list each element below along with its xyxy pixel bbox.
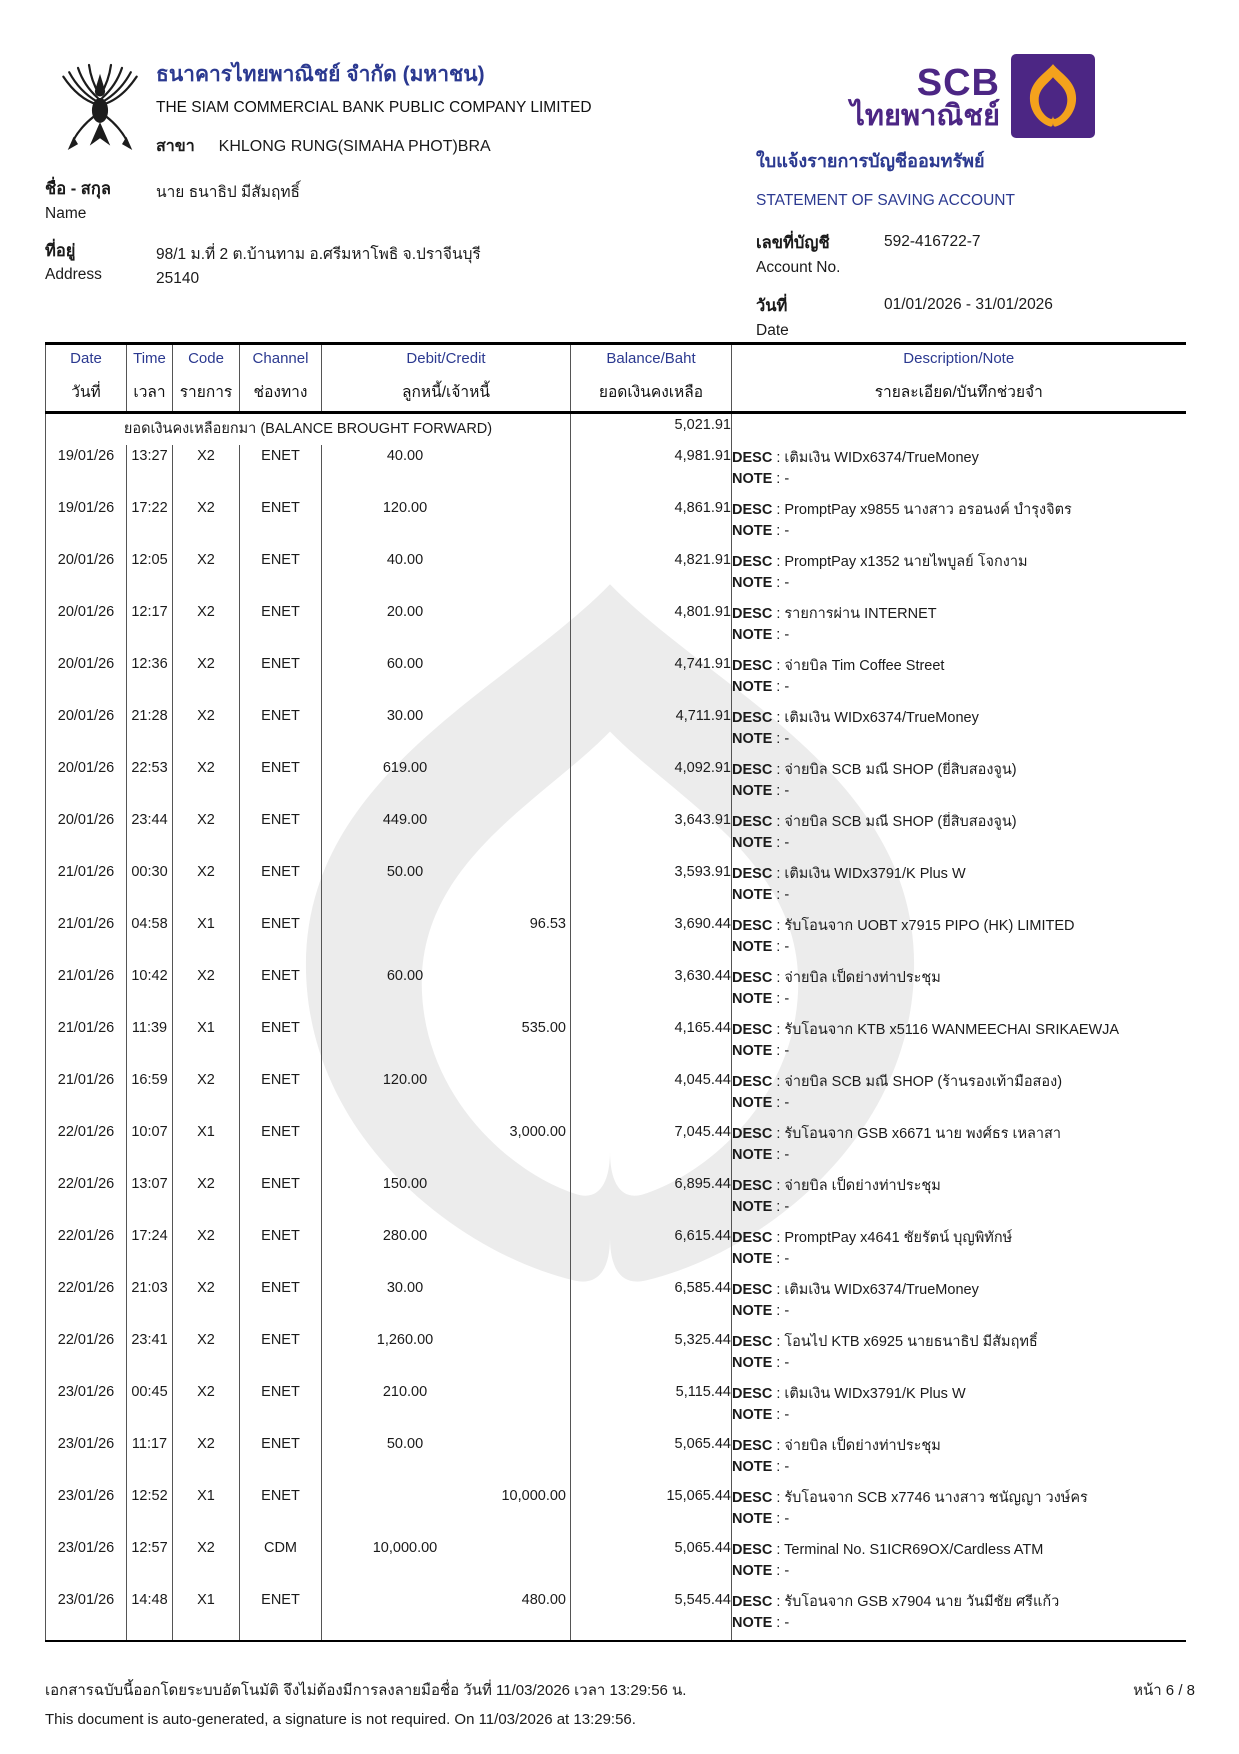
transaction-amount: 280.00 bbox=[322, 1225, 571, 1277]
balance-brought-forward-amount: 5,021.91 bbox=[571, 413, 732, 445]
transaction-row bbox=[46, 965, 1186, 1017]
transaction-date: 20/01/26 bbox=[46, 705, 127, 757]
transaction-channel: CDM bbox=[240, 1537, 322, 1589]
transaction-balance: 5,065.44 bbox=[571, 1433, 732, 1485]
transaction-amount: 449.00 bbox=[322, 809, 571, 861]
transaction-description: DESC : เติมเงิน WIDx6374/TrueMoney NOTE : - bbox=[732, 449, 979, 487]
transaction-time: 12:52 bbox=[127, 1485, 173, 1537]
transaction-time: 12:17 bbox=[127, 601, 173, 653]
transaction-description: DESC : รับโอนจาก KTB x5116 WANMEECHAI SRIKAEWJA NOTE : - bbox=[732, 1021, 1120, 1059]
transaction-time: 04:58 bbox=[127, 913, 173, 965]
column-header-balance: Balance/Baht ยอดเงินคงเหลือ bbox=[571, 344, 732, 413]
transaction-code: X2 bbox=[173, 757, 240, 809]
transaction-date: 21/01/26 bbox=[46, 861, 127, 913]
transaction-code: X2 bbox=[173, 445, 240, 497]
transaction-amount: 50.00 bbox=[322, 1433, 571, 1485]
transaction-amount: 150.00 bbox=[322, 1173, 571, 1225]
column-header-debit-credit: Debit/Credit ลูกหนี้/เจ้าหนี้ bbox=[322, 344, 571, 413]
transaction-row bbox=[46, 653, 1186, 705]
transaction-channel: ENET bbox=[240, 861, 322, 913]
branch-row bbox=[156, 134, 491, 159]
transaction-description: DESC : โอนไป KTB x6925 นายธนาธิป มีสัมฤทธิ์ NOTE : - bbox=[732, 1333, 1038, 1371]
transaction-balance: 5,325.44 bbox=[571, 1329, 732, 1381]
transaction-amount: 210.00 bbox=[322, 1381, 571, 1433]
transaction-description: DESC : PromptPay x1352 นายไพบูลย์ โจกงาม NOTE : - bbox=[732, 553, 1028, 591]
transaction-channel: ENET bbox=[240, 913, 322, 965]
transaction-date: 22/01/26 bbox=[46, 1225, 127, 1277]
customer-name: นาย ธนาธิป มีสัมฤทธิ์ bbox=[156, 184, 301, 201]
transaction-description: DESC : จ่ายบิล Tim Coffee Street NOTE : - bbox=[732, 657, 945, 695]
transaction-date: 22/01/26 bbox=[46, 1173, 127, 1225]
table-header bbox=[46, 344, 1186, 413]
scb-spade-icon bbox=[1011, 54, 1095, 138]
transaction-description: DESC : PromptPay x4641 ชัยรัตน์ บุญพิทักษ์ NOTE : - bbox=[732, 1229, 1013, 1267]
transaction-code: X1 bbox=[173, 1485, 240, 1537]
transaction-channel: ENET bbox=[240, 1589, 322, 1641]
transaction-balance: 15,065.44 bbox=[571, 1485, 732, 1537]
transaction-code: X1 bbox=[173, 1589, 240, 1641]
branch-value: KHLONG RUNG(SIMAHA PHOT)BRA bbox=[218, 138, 491, 155]
transaction-amount: 3,000.00 bbox=[322, 1121, 571, 1173]
transaction-balance: 4,092.91 bbox=[571, 757, 732, 809]
transaction-amount: 120.00 bbox=[322, 497, 571, 549]
transaction-balance: 4,741.91 bbox=[571, 653, 732, 705]
transaction-code: X2 bbox=[173, 601, 240, 653]
transaction-channel: ENET bbox=[240, 1485, 322, 1537]
transaction-channel: ENET bbox=[240, 1277, 322, 1329]
transaction-description: DESC : จ่ายบิล เป็ดย่างท่าประชุม NOTE : - bbox=[732, 1177, 941, 1215]
period-label-english: Date bbox=[756, 322, 789, 339]
transaction-code: X2 bbox=[173, 497, 240, 549]
transaction-date: 20/01/26 bbox=[46, 549, 127, 601]
transaction-time: 17:22 bbox=[127, 497, 173, 549]
transaction-amount: 20.00 bbox=[322, 601, 571, 653]
transaction-code: X1 bbox=[173, 1017, 240, 1069]
transaction-balance: 4,981.91 bbox=[571, 445, 732, 497]
transaction-row bbox=[46, 861, 1186, 913]
scb-logo bbox=[850, 54, 1095, 138]
transaction-time: 11:39 bbox=[127, 1017, 173, 1069]
balance-brought-forward-label: ยอดเงินคงเหลือยกมา (BALANCE BROUGHT FORWARD) bbox=[46, 413, 571, 445]
column-header-code: Code รายการ bbox=[173, 344, 240, 413]
transaction-amount: 480.00 bbox=[322, 1589, 571, 1641]
account-no-label-thai: เลขที่บัญชี bbox=[756, 234, 830, 252]
transaction-row bbox=[46, 1537, 1186, 1589]
transaction-description: DESC : รับโอนจาก UOBT x7915 PIPO (HK) LIMITED NOTE : - bbox=[732, 917, 1075, 955]
statement-period: 01/01/2026 - 31/01/2026 bbox=[884, 296, 1053, 313]
transaction-row bbox=[46, 705, 1186, 757]
transaction-time: 14:48 bbox=[127, 1589, 173, 1641]
transaction-description: DESC : เติมเงิน WIDx6374/TrueMoney NOTE : - bbox=[732, 709, 979, 747]
transaction-time: 21:28 bbox=[127, 705, 173, 757]
transaction-channel: ENET bbox=[240, 653, 322, 705]
transaction-code: X2 bbox=[173, 1225, 240, 1277]
transaction-amount: 50.00 bbox=[322, 861, 571, 913]
period-label-thai: วันที่ bbox=[756, 297, 788, 315]
transaction-code: X2 bbox=[173, 1433, 240, 1485]
transaction-description: DESC : รายการผ่าน INTERNET NOTE : - bbox=[732, 605, 937, 643]
transaction-balance: 6,615.44 bbox=[571, 1225, 732, 1277]
transaction-time: 13:27 bbox=[127, 445, 173, 497]
transaction-date: 22/01/26 bbox=[46, 1277, 127, 1329]
transaction-time: 00:45 bbox=[127, 1381, 173, 1433]
transactions-body bbox=[46, 413, 1186, 1641]
account-no-label-english: Account No. bbox=[756, 259, 841, 276]
transaction-channel: ENET bbox=[240, 965, 322, 1017]
transaction-balance: 4,821.91 bbox=[571, 549, 732, 601]
column-header-channel: Channel ช่องทาง bbox=[240, 344, 322, 413]
transaction-date: 20/01/26 bbox=[46, 757, 127, 809]
transaction-code: X1 bbox=[173, 913, 240, 965]
transaction-description: DESC : รับโอนจาก GSB x6671 นาย พงศ์ธร เหลาสา NOTE : - bbox=[732, 1125, 1062, 1163]
column-header-date: Date วันที่ bbox=[46, 344, 127, 413]
transaction-balance: 3,643.91 bbox=[571, 809, 732, 861]
transaction-description: DESC : เติมเงิน WIDx3791/K Plus W NOTE : - bbox=[732, 1385, 966, 1423]
statement-title-thai: ใบแจ้งรายการบัญชีออมทรัพย์ bbox=[756, 151, 985, 171]
transactions-table bbox=[45, 342, 1186, 1642]
customer-address-line1: 98/1 ม.ที่ 2 ต.บ้านทาม อ.ศรีมหาโพธิ จ.ปราจีนบุรี bbox=[156, 246, 481, 263]
transaction-time: 21:03 bbox=[127, 1277, 173, 1329]
transaction-description: DESC : จ่ายบิล เป็ดย่างท่าประชุม NOTE : - bbox=[732, 1437, 941, 1475]
transaction-channel: ENET bbox=[240, 1121, 322, 1173]
transaction-amount: 1,260.00 bbox=[322, 1329, 571, 1381]
transaction-amount: 60.00 bbox=[322, 653, 571, 705]
transaction-amount: 96.53 bbox=[322, 913, 571, 965]
transaction-code: X2 bbox=[173, 809, 240, 861]
transaction-row bbox=[46, 1329, 1186, 1381]
transaction-row bbox=[46, 1069, 1186, 1121]
column-header-time: Time เวลา bbox=[127, 344, 173, 413]
transaction-amount: 30.00 bbox=[322, 1277, 571, 1329]
transaction-amount: 60.00 bbox=[322, 965, 571, 1017]
transaction-amount: 30.00 bbox=[322, 705, 571, 757]
transaction-date: 23/01/26 bbox=[46, 1381, 127, 1433]
transaction-time: 16:59 bbox=[127, 1069, 173, 1121]
transaction-code: X2 bbox=[173, 549, 240, 601]
transaction-description: DESC : รับโอนจาก GSB x7904 นาย วันมีชัย ศรีแก้ว NOTE : - bbox=[732, 1593, 1060, 1631]
transaction-channel: ENET bbox=[240, 549, 322, 601]
transaction-row bbox=[46, 913, 1186, 965]
transaction-amount: 535.00 bbox=[322, 1017, 571, 1069]
transaction-balance: 4,861.91 bbox=[571, 497, 732, 549]
transaction-date: 22/01/26 bbox=[46, 1121, 127, 1173]
transaction-row bbox=[46, 1277, 1186, 1329]
transaction-time: 22:53 bbox=[127, 757, 173, 809]
transaction-row bbox=[46, 601, 1186, 653]
transaction-time: 12:36 bbox=[127, 653, 173, 705]
transaction-amount: 120.00 bbox=[322, 1069, 571, 1121]
balance-brought-forward-row bbox=[46, 413, 1186, 445]
customer-address-line2: 25140 bbox=[156, 270, 200, 287]
transaction-description: DESC : จ่ายบิล เป็ดย่างท่าประชุม NOTE : - bbox=[732, 969, 941, 1007]
transaction-amount: 40.00 bbox=[322, 549, 571, 601]
transaction-balance: 3,630.44 bbox=[571, 965, 732, 1017]
transaction-channel: ENET bbox=[240, 1329, 322, 1381]
scb-logo-thai-wordmark: ไทยพาณิชย์ bbox=[850, 100, 1000, 132]
transaction-amount: 619.00 bbox=[322, 757, 571, 809]
branch-label: สาขา bbox=[156, 138, 195, 155]
transaction-balance: 4,801.91 bbox=[571, 601, 732, 653]
address-label-english: Address bbox=[45, 266, 102, 283]
transaction-balance: 4,045.44 bbox=[571, 1069, 732, 1121]
transaction-code: X2 bbox=[173, 1069, 240, 1121]
transaction-time: 10:07 bbox=[127, 1121, 173, 1173]
garuda-emblem-icon bbox=[56, 56, 144, 156]
transaction-channel: ENET bbox=[240, 497, 322, 549]
transaction-row bbox=[46, 1589, 1186, 1641]
transaction-row bbox=[46, 809, 1186, 861]
footer-auto-generated-english: This document is auto-generated, a signature is not required. On 11/03/2026 at 13:29:56. bbox=[45, 1711, 636, 1728]
transaction-balance: 5,545.44 bbox=[571, 1589, 732, 1641]
transaction-channel: ENET bbox=[240, 705, 322, 757]
transaction-date: 20/01/26 bbox=[46, 653, 127, 705]
transaction-channel: ENET bbox=[240, 1225, 322, 1277]
transaction-date: 19/01/26 bbox=[46, 445, 127, 497]
transaction-date: 21/01/26 bbox=[46, 965, 127, 1017]
transaction-amount: 10,000.00 bbox=[322, 1537, 571, 1589]
transaction-code: X2 bbox=[173, 705, 240, 757]
transaction-description: DESC : Terminal No. S1ICR69OX/Cardless ATM NOTE : - bbox=[732, 1541, 1044, 1579]
transaction-date: 22/01/26 bbox=[46, 1329, 127, 1381]
transaction-code: X2 bbox=[173, 1381, 240, 1433]
bank-name-english: THE SIAM COMMERCIAL BANK PUBLIC COMPANY LIMITED bbox=[156, 99, 592, 116]
transaction-time: 12:05 bbox=[127, 549, 173, 601]
transaction-channel: ENET bbox=[240, 809, 322, 861]
transaction-time: 13:07 bbox=[127, 1173, 173, 1225]
transaction-code: X2 bbox=[173, 653, 240, 705]
transaction-description: DESC : รับโอนจาก SCB x7746 นางสาว ชนัญญา วงษ์คร NOTE : - bbox=[732, 1489, 1088, 1527]
transaction-date: 21/01/26 bbox=[46, 1017, 127, 1069]
transaction-row bbox=[46, 497, 1186, 549]
transaction-description: DESC : PromptPay x9855 นางสาว อรอนงค์ บำรุงจิตร NOTE : - bbox=[732, 501, 1072, 539]
transaction-time: 23:41 bbox=[127, 1329, 173, 1381]
transaction-description: DESC : จ่ายบิล SCB มณี SHOP (ร้านรองเท้ามือสอง) NOTE : - bbox=[732, 1073, 1063, 1111]
transaction-description: DESC : เติมเงิน WIDx3791/K Plus W NOTE : - bbox=[732, 865, 966, 903]
transaction-channel: ENET bbox=[240, 1433, 322, 1485]
transaction-code: X2 bbox=[173, 965, 240, 1017]
transaction-balance: 4,711.91 bbox=[571, 705, 732, 757]
transaction-balance: 3,593.91 bbox=[571, 861, 732, 913]
transaction-channel: ENET bbox=[240, 1069, 322, 1121]
transaction-row bbox=[46, 757, 1186, 809]
transaction-channel: ENET bbox=[240, 445, 322, 497]
transaction-channel: ENET bbox=[240, 1381, 322, 1433]
transaction-time: 12:57 bbox=[127, 1537, 173, 1589]
transaction-balance: 6,895.44 bbox=[571, 1173, 732, 1225]
transaction-balance: 6,585.44 bbox=[571, 1277, 732, 1329]
transaction-balance: 7,045.44 bbox=[571, 1121, 732, 1173]
transaction-date: 23/01/26 bbox=[46, 1589, 127, 1641]
transaction-row bbox=[46, 1121, 1186, 1173]
transaction-date: 19/01/26 bbox=[46, 497, 127, 549]
column-header-description: Description/Note รายละเอียด/บันทึกช่วยจำ bbox=[732, 344, 1186, 413]
balance-brought-forward-description bbox=[732, 413, 1186, 445]
transaction-channel: ENET bbox=[240, 1173, 322, 1225]
transaction-balance: 5,065.44 bbox=[571, 1537, 732, 1589]
transaction-date: 21/01/26 bbox=[46, 913, 127, 965]
transaction-amount: 40.00 bbox=[322, 445, 571, 497]
transaction-channel: ENET bbox=[240, 757, 322, 809]
transaction-date: 23/01/26 bbox=[46, 1433, 127, 1485]
transaction-code: X2 bbox=[173, 1329, 240, 1381]
address-label-thai: ที่อยู่ bbox=[45, 242, 76, 260]
transaction-time: 17:24 bbox=[127, 1225, 173, 1277]
transaction-balance: 3,690.44 bbox=[571, 913, 732, 965]
transaction-time: 00:30 bbox=[127, 861, 173, 913]
transaction-time: 10:42 bbox=[127, 965, 173, 1017]
transaction-row bbox=[46, 1225, 1186, 1277]
transaction-description: DESC : เติมเงิน WIDx6374/TrueMoney NOTE : - bbox=[732, 1281, 979, 1319]
transaction-row bbox=[46, 1381, 1186, 1433]
transaction-code: X2 bbox=[173, 1173, 240, 1225]
transaction-description: DESC : จ่ายบิล SCB มณี SHOP (ยี่สิบสองจูน) NOTE : - bbox=[732, 761, 1017, 799]
footer-auto-generated-thai: เอกสารฉบับนี้ออกโดยระบบอัตโนมัติ จึงไม่ต้องมีการลงลายมือชื่อ วันที่ 11/03/2026 เวลา 13:29:56 น. bbox=[45, 1682, 687, 1699]
transaction-row bbox=[46, 445, 1186, 497]
transaction-row bbox=[46, 549, 1186, 601]
scb-logo-wordmark: SCB bbox=[916, 62, 1000, 104]
transaction-row bbox=[46, 1173, 1186, 1225]
transaction-code: X2 bbox=[173, 1277, 240, 1329]
transaction-time: 23:44 bbox=[127, 809, 173, 861]
transaction-amount: 10,000.00 bbox=[322, 1485, 571, 1537]
transaction-date: 23/01/26 bbox=[46, 1537, 127, 1589]
scb-logo-text bbox=[850, 54, 1000, 133]
transaction-code: X2 bbox=[173, 1537, 240, 1589]
transaction-row bbox=[46, 1485, 1186, 1537]
name-label-english: Name bbox=[45, 205, 87, 222]
name-label-thai: ชื่อ - สกุล bbox=[45, 180, 111, 198]
transaction-date: 20/01/26 bbox=[46, 601, 127, 653]
transaction-date: 23/01/26 bbox=[46, 1485, 127, 1537]
statement-title-english: STATEMENT OF SAVING ACCOUNT bbox=[756, 192, 1015, 209]
transaction-date: 20/01/26 bbox=[46, 809, 127, 861]
transaction-time: 11:17 bbox=[127, 1433, 173, 1485]
transaction-description: DESC : จ่ายบิล SCB มณี SHOP (ยี่สิบสองจูน) NOTE : - bbox=[732, 813, 1017, 851]
transaction-balance: 5,115.44 bbox=[571, 1381, 732, 1433]
transaction-row bbox=[46, 1017, 1186, 1069]
account-number: 592-416722-7 bbox=[884, 233, 981, 250]
transaction-balance: 4,165.44 bbox=[571, 1017, 732, 1069]
transaction-date: 21/01/26 bbox=[46, 1069, 127, 1121]
transaction-code: X2 bbox=[173, 861, 240, 913]
transaction-code: X1 bbox=[173, 1121, 240, 1173]
transaction-row bbox=[46, 1433, 1186, 1485]
bank-name-thai: ธนาคารไทยพาณิชย์ จำกัด (มหาชน) bbox=[156, 63, 485, 86]
transaction-channel: ENET bbox=[240, 1017, 322, 1069]
transaction-channel: ENET bbox=[240, 601, 322, 653]
page-number: หน้า 6 / 8 bbox=[1133, 1682, 1195, 1699]
